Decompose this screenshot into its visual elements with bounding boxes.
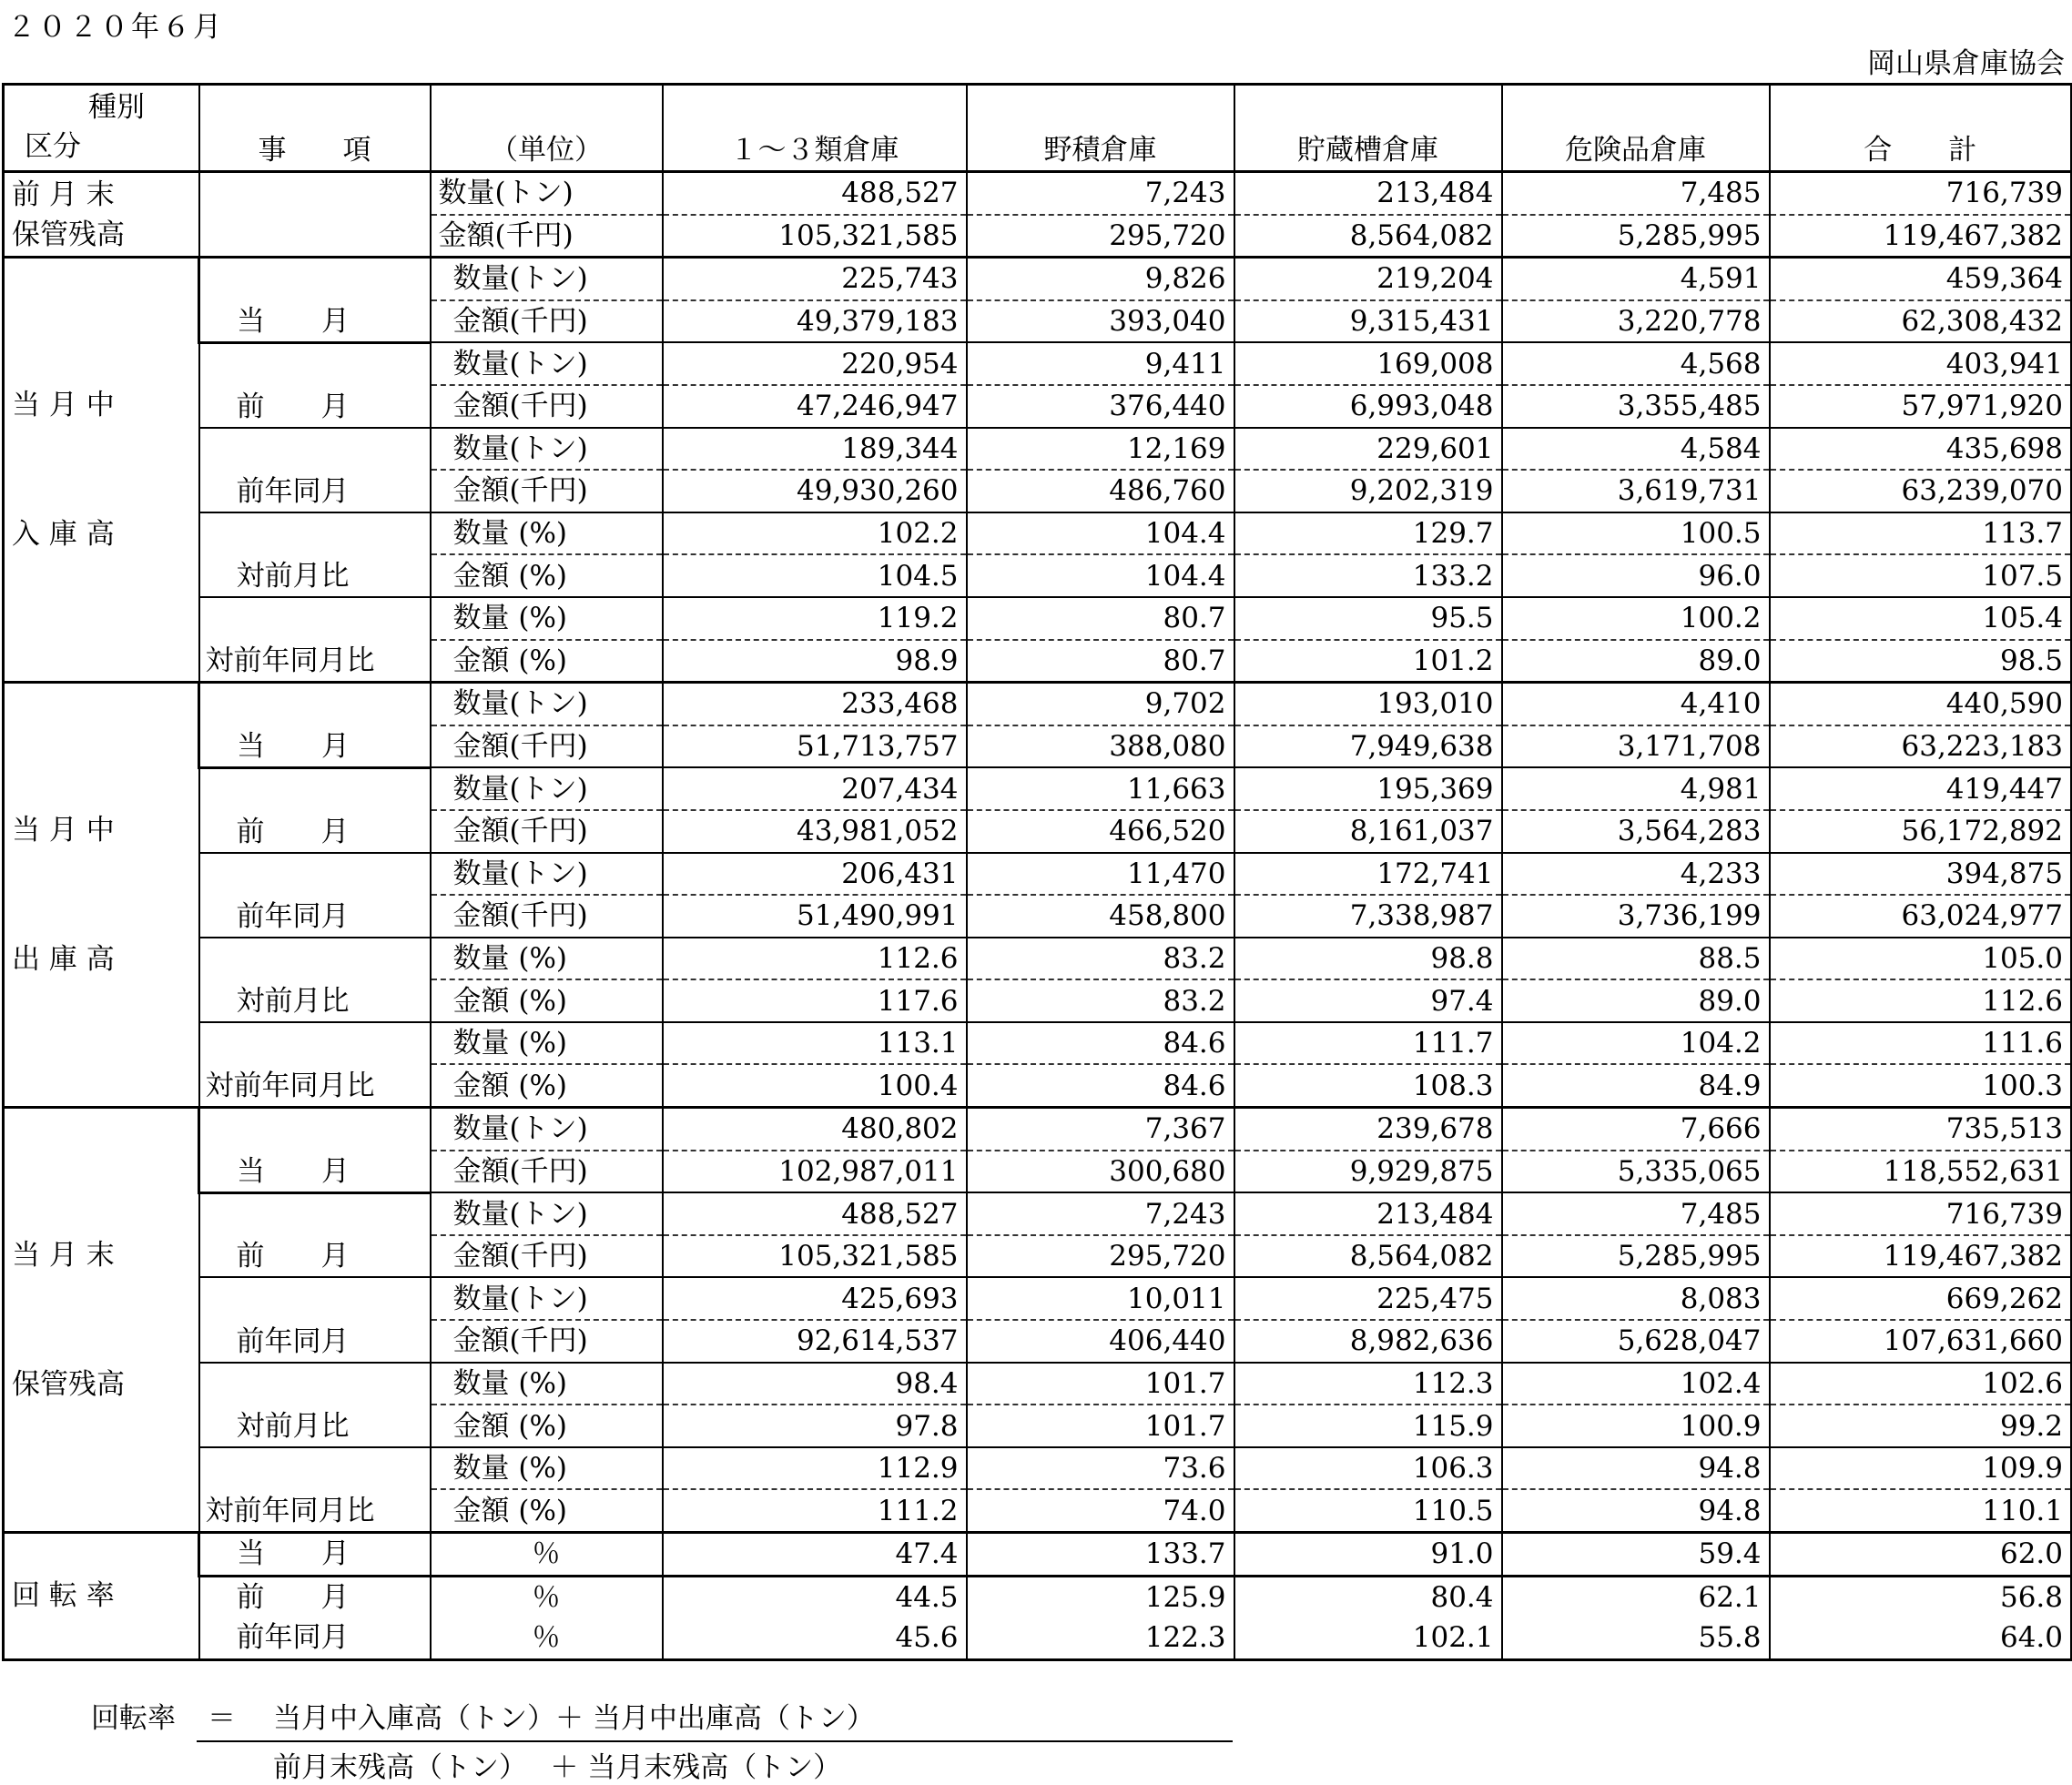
value-cell: 440,590 (1770, 683, 2072, 725)
value-cell: 4,584 (1502, 428, 1770, 471)
unit-cell: 金額(千円) (431, 895, 663, 938)
item-cell-current: 当 月 (199, 258, 431, 343)
unit-cell: 金額 (%) (431, 1064, 663, 1107)
table-row (4, 1576, 2072, 1618)
item-cell-prev-year: 前年同月 (199, 853, 431, 938)
unit-cell: 数量(トン) (431, 767, 663, 810)
value-cell: 94.8 (1502, 1447, 1770, 1490)
value-cell: 9,826 (967, 258, 1234, 300)
value-cell: 195,369 (1234, 767, 1502, 810)
unit-cell: 数量(トン) (431, 258, 663, 300)
value-cell: 111.2 (663, 1489, 967, 1532)
value-cell: 63,024,977 (1770, 895, 2072, 938)
value-cell: 101.7 (967, 1405, 1234, 1447)
value-cell: 105,321,585 (663, 1235, 967, 1278)
corner-header (4, 85, 199, 172)
table-row (4, 1192, 2072, 1235)
unit-cell: 金額(千円) (431, 810, 663, 853)
value-cell: 207,434 (663, 767, 967, 810)
value-cell: 10,011 (967, 1277, 1234, 1320)
value-cell: 3,564,283 (1502, 810, 1770, 853)
value-cell: 64.0 (1770, 1618, 2072, 1659)
value-cell: 62,308,432 (1770, 300, 2072, 343)
value-cell: 104.5 (663, 554, 967, 597)
value-cell: 47,246,947 (663, 385, 967, 428)
value-cell: 488,527 (663, 1192, 967, 1235)
value-cell: 8,982,636 (1234, 1320, 1502, 1363)
unit-cell: 数量(トン) (431, 172, 663, 215)
value-cell: 669,262 (1770, 1277, 2072, 1320)
table-row (4, 1447, 2072, 1490)
unit-cell: 数量 (%) (431, 1363, 663, 1405)
value-cell: 5,285,995 (1502, 1235, 1770, 1278)
item-cell-ratio-prev-month: 対前月比 (199, 938, 431, 1022)
value-cell: 55.8 (1502, 1618, 1770, 1659)
value-cell: 488,527 (663, 172, 967, 215)
table-row (4, 767, 2072, 810)
value-cell: 45.6 (663, 1618, 967, 1659)
section-line-1: 当 月 末 (12, 1239, 115, 1273)
value-cell: 11,663 (967, 767, 1234, 810)
unit-cell: 金額 (%) (431, 1489, 663, 1532)
organization-name: 岡山県倉庫協会 (1867, 47, 2065, 80)
value-cell: 425,693 (663, 1277, 967, 1320)
value-cell: 388,080 (967, 725, 1234, 768)
value-cell: 97.8 (663, 1405, 967, 1447)
value-cell: 716,739 (1770, 1192, 2072, 1235)
value-cell: 98.4 (663, 1363, 967, 1405)
value-cell: 4,233 (1502, 853, 1770, 896)
value-cell: 129.7 (1234, 512, 1502, 555)
item-cell-ratio-prev-month: 対前月比 (199, 512, 431, 597)
value-cell: 4,981 (1502, 767, 1770, 810)
value-cell: 43,981,052 (663, 810, 967, 853)
value-cell: 169,008 (1234, 342, 1502, 385)
item-cell-prev-year: 前年同月 (199, 1277, 431, 1362)
unit-cell: 数量 (%) (431, 597, 663, 640)
table-row (4, 1618, 2072, 1659)
value-cell: 51,713,757 (663, 725, 967, 768)
value-cell: 110.1 (1770, 1489, 2072, 1532)
value-cell: 119.2 (663, 597, 967, 640)
table-row (4, 1277, 2072, 1320)
value-cell: 47.4 (663, 1533, 967, 1577)
value-cell: 213,484 (1234, 1192, 1502, 1235)
value-cell: 172,741 (1234, 853, 1502, 896)
value-cell: 7,485 (1502, 1192, 1770, 1235)
value-cell: 84.9 (1502, 1064, 1770, 1107)
value-cell: 5,285,995 (1502, 215, 1770, 258)
section-line-1: 当 月 中 (12, 814, 115, 847)
unit-cell: 数量(トン) (431, 1277, 663, 1320)
item-cell-prev-month: 前 月 (199, 1576, 431, 1618)
header-row (4, 85, 2072, 172)
value-cell: 7,367 (967, 1108, 1234, 1151)
value-cell: 9,929,875 (1234, 1151, 1502, 1193)
table-row (4, 597, 2072, 640)
value-cell: 73.6 (967, 1447, 1234, 1490)
value-cell: 480,802 (663, 1108, 967, 1151)
value-cell: 9,702 (967, 683, 1234, 725)
section-line-1: 当 月 中 (12, 389, 115, 422)
section-label-outbound (4, 683, 199, 1108)
unit-header: （単位） (431, 85, 663, 172)
value-cell: 97.4 (1234, 979, 1502, 1022)
value-cell: 104.4 (967, 512, 1234, 555)
value-cell: 9,315,431 (1234, 300, 1502, 343)
value-cell: 102.1 (1234, 1618, 1502, 1659)
value-cell: 105,321,585 (663, 215, 967, 258)
value-cell: 88.5 (1502, 938, 1770, 980)
value-cell: 233,468 (663, 683, 967, 725)
value-cell: 83.2 (967, 938, 1234, 980)
value-cell: 96.0 (1502, 554, 1770, 597)
item-cell-ratio-prev-year: 対前年同月比 (199, 1022, 431, 1108)
item-cell-prev-year: 前年同月 (199, 428, 431, 512)
value-cell: 111.6 (1770, 1022, 2072, 1065)
value-cell: 7,485 (1502, 172, 1770, 215)
unit-cell: 金額 (%) (431, 554, 663, 597)
value-cell: 113.1 (663, 1022, 967, 1065)
value-cell: 98.9 (663, 640, 967, 683)
value-cell: 486,760 (967, 470, 1234, 512)
unit-cell: ％ (431, 1576, 663, 1618)
value-cell: 7,666 (1502, 1108, 1770, 1151)
section-label-closing (4, 1108, 199, 1533)
value-cell: 57,971,920 (1770, 385, 2072, 428)
value-cell: 100.3 (1770, 1064, 2072, 1107)
table-row (4, 428, 2072, 471)
unit-cell: 金額(千円) (431, 300, 663, 343)
value-cell: 62.0 (1770, 1533, 2072, 1577)
item-cell-prev-month: 前 月 (199, 342, 431, 427)
value-cell: 115.9 (1234, 1405, 1502, 1447)
value-cell: 229,601 (1234, 428, 1502, 471)
value-cell: 110.5 (1234, 1489, 1502, 1532)
value-cell: 5,335,065 (1502, 1151, 1770, 1193)
unit-cell: ％ (431, 1618, 663, 1659)
section-line-2: 入 庫 高 (12, 518, 115, 552)
value-cell: 107,631,660 (1770, 1320, 2072, 1363)
value-cell: 100.9 (1502, 1405, 1770, 1447)
unit-cell: 金額(千円) (431, 1151, 663, 1193)
value-cell: 8,564,082 (1234, 215, 1502, 258)
value-cell: 3,220,778 (1502, 300, 1770, 343)
value-cell: 102.6 (1770, 1363, 2072, 1405)
table-row (4, 683, 2072, 725)
value-cell: 12,169 (967, 428, 1234, 471)
value-cell: 49,379,183 (663, 300, 967, 343)
item-cell-current: 当 月 (199, 683, 431, 768)
section-label-opening (4, 172, 199, 258)
unit-cell: 数量(トン) (431, 1108, 663, 1151)
value-cell: 435,698 (1770, 428, 2072, 471)
unit-cell: 金額(千円) (431, 1320, 663, 1363)
table-row (4, 342, 2072, 385)
unit-cell: 金額(千円) (431, 385, 663, 428)
value-cell: 112.6 (1770, 979, 2072, 1022)
table-row (4, 1108, 2072, 1151)
value-cell: 89.0 (1502, 979, 1770, 1022)
item-cell-empty (199, 172, 431, 258)
value-cell: 100.5 (1502, 512, 1770, 555)
value-cell: 83.2 (967, 979, 1234, 1022)
value-cell: 84.6 (967, 1022, 1234, 1065)
value-cell: 9,202,319 (1234, 470, 1502, 512)
warehouse-statistics-table (2, 83, 2072, 1661)
unit-cell: 数量(トン) (431, 1192, 663, 1235)
unit-cell: 金額(千円) (431, 725, 663, 768)
value-cell: 112.6 (663, 938, 967, 980)
value-cell: 716,739 (1770, 172, 2072, 215)
item-cell-ratio-prev-year: 対前年同月比 (199, 597, 431, 683)
formula-lhs: 回転率 (91, 1702, 176, 1735)
value-cell: 295,720 (967, 215, 1234, 258)
value-cell: 735,513 (1770, 1108, 2072, 1151)
report-date: ２０２０年６月 (7, 11, 224, 44)
value-cell: 466,520 (967, 810, 1234, 853)
value-cell: 3,355,485 (1502, 385, 1770, 428)
value-cell: 84.6 (967, 1064, 1234, 1107)
value-cell: 62.1 (1502, 1576, 1770, 1618)
table-row (4, 1363, 2072, 1405)
value-cell: 98.8 (1234, 938, 1502, 980)
value-cell: 213,484 (1234, 172, 1502, 215)
value-cell: 225,743 (663, 258, 967, 300)
table-row (4, 172, 2072, 215)
col-header-hazardous: 危険品倉庫 (1502, 85, 1770, 172)
value-cell: 119,467,382 (1770, 215, 2072, 258)
value-cell: 133.7 (967, 1533, 1234, 1577)
item-cell-prev-month: 前 月 (199, 1192, 431, 1277)
unit-cell: ％ (431, 1533, 663, 1577)
value-cell: 3,736,199 (1502, 895, 1770, 938)
item-cell-ratio-prev-year: 対前年同月比 (199, 1447, 431, 1533)
value-cell: 189,344 (663, 428, 967, 471)
section-line-2: 出 庫 高 (12, 943, 115, 977)
item-cell-prev-year: 前年同月 (199, 1618, 431, 1659)
value-cell: 104.4 (967, 554, 1234, 597)
value-cell: 112.3 (1234, 1363, 1502, 1405)
value-cell: 419,447 (1770, 767, 2072, 810)
value-cell: 133.2 (1234, 554, 1502, 597)
item-cell-prev-month: 前 月 (199, 767, 431, 852)
unit-cell: 金額(千円) (431, 1235, 663, 1278)
value-cell: 105.4 (1770, 597, 2072, 640)
value-cell: 100.4 (663, 1064, 967, 1107)
value-cell: 206,431 (663, 853, 967, 896)
value-cell: 118,552,631 (1770, 1151, 2072, 1193)
value-cell: 63,223,183 (1770, 725, 2072, 768)
col-header-class1-3: １～３類倉庫 (663, 85, 967, 172)
unit-cell: 数量 (%) (431, 938, 663, 980)
value-cell: 95.5 (1234, 597, 1502, 640)
unit-cell: 金額 (%) (431, 1405, 663, 1447)
value-cell: 376,440 (967, 385, 1234, 428)
value-cell: 8,564,082 (1234, 1235, 1502, 1278)
value-cell: 94.8 (1502, 1489, 1770, 1532)
item-cell-current: 当 月 (199, 1533, 431, 1577)
value-cell: 99.2 (1770, 1405, 2072, 1447)
value-cell: 92,614,537 (663, 1320, 967, 1363)
table-body (4, 172, 2072, 1660)
col-header-tank: 貯蔵槽倉庫 (1234, 85, 1502, 172)
value-cell: 7,949,638 (1234, 725, 1502, 768)
value-cell: 100.2 (1502, 597, 1770, 640)
item-header: 事 項 (199, 85, 431, 172)
value-cell: 49,930,260 (663, 470, 967, 512)
value-cell: 56,172,892 (1770, 810, 2072, 853)
value-cell: 107.5 (1770, 554, 2072, 597)
value-cell: 80.7 (967, 597, 1234, 640)
formula-equals: ＝ (208, 1702, 236, 1735)
table-row (4, 1533, 2072, 1577)
value-cell: 74.0 (967, 1489, 1234, 1532)
table-row (4, 938, 2072, 980)
value-cell: 63,239,070 (1770, 470, 2072, 512)
unit-cell: 金額(千円) (431, 470, 663, 512)
value-cell: 117.6 (663, 979, 967, 1022)
value-cell: 7,338,987 (1234, 895, 1502, 938)
value-cell: 91.0 (1234, 1533, 1502, 1577)
value-cell: 56.8 (1770, 1576, 2072, 1618)
value-cell: 393,040 (967, 300, 1234, 343)
value-cell: 119,467,382 (1770, 1235, 2072, 1278)
corner-bottom-label: 区分 (25, 130, 81, 163)
value-cell: 125.9 (967, 1576, 1234, 1618)
value-cell: 104.2 (1502, 1022, 1770, 1065)
unit-cell: 数量(トン) (431, 683, 663, 725)
value-cell: 109.9 (1770, 1447, 2072, 1490)
value-cell: 4,591 (1502, 258, 1770, 300)
value-cell: 106.3 (1234, 1447, 1502, 1490)
value-cell: 44.5 (663, 1576, 967, 1618)
value-cell: 105.0 (1770, 938, 2072, 980)
unit-cell: 金額(千円) (431, 215, 663, 258)
value-cell: 108.3 (1234, 1064, 1502, 1107)
value-cell: 6,993,048 (1234, 385, 1502, 428)
value-cell: 403,941 (1770, 342, 2072, 385)
value-cell: 98.5 (1770, 640, 2072, 683)
value-cell: 193,010 (1234, 683, 1502, 725)
table-row (4, 258, 2072, 300)
fraction-line (197, 1740, 1233, 1742)
table-row (4, 1022, 2072, 1065)
value-cell: 51,490,991 (663, 895, 967, 938)
unit-cell: 数量(トン) (431, 853, 663, 896)
item-cell-current: 当 月 (199, 1108, 431, 1193)
value-cell: 80.7 (967, 640, 1234, 683)
value-cell: 220,954 (663, 342, 967, 385)
value-cell: 80.4 (1234, 1576, 1502, 1618)
unit-cell: 数量(トン) (431, 342, 663, 385)
unit-cell: 金額 (%) (431, 979, 663, 1022)
value-cell: 219,204 (1234, 258, 1502, 300)
unit-cell: 数量 (%) (431, 512, 663, 555)
value-cell: 3,619,731 (1502, 470, 1770, 512)
value-cell: 102,987,011 (663, 1151, 967, 1193)
section-label-inbound (4, 258, 199, 683)
unit-cell: 数量(トン) (431, 428, 663, 471)
value-cell: 295,720 (967, 1235, 1234, 1278)
value-cell: 3,171,708 (1502, 725, 1770, 768)
value-cell: 111.7 (1234, 1022, 1502, 1065)
table-row (4, 853, 2072, 896)
value-cell: 394,875 (1770, 853, 2072, 896)
value-cell: 459,364 (1770, 258, 2072, 300)
value-cell: 7,243 (967, 1192, 1234, 1235)
formula-numerator: 当月中入庫高（トン）＋ 当月中出庫高（トン） (273, 1702, 875, 1735)
value-cell: 406,440 (967, 1320, 1234, 1363)
value-cell: 9,411 (967, 342, 1234, 385)
value-cell: 4,568 (1502, 342, 1770, 385)
value-cell: 8,083 (1502, 1277, 1770, 1320)
section-label-turnover: 回 転 率 (4, 1533, 199, 1660)
section-line-1: 前 月 末 (12, 177, 115, 211)
value-cell: 122.3 (967, 1618, 1234, 1659)
value-cell: 300,680 (967, 1151, 1234, 1193)
value-cell: 11,470 (967, 853, 1234, 896)
value-cell: 102.4 (1502, 1363, 1770, 1405)
value-cell: 239,678 (1234, 1108, 1502, 1151)
formula-denominator: 前月末残高（トン） ＋ 当月末残高（トン） (273, 1751, 842, 1784)
value-cell: 225,475 (1234, 1277, 1502, 1320)
value-cell: 101.2 (1234, 640, 1502, 683)
value-cell: 101.7 (967, 1363, 1234, 1405)
section-line-2: 保管残高 (12, 218, 125, 251)
value-cell: 59.4 (1502, 1533, 1770, 1577)
col-header-total: 合 計 (1770, 85, 2072, 172)
value-cell: 8,161,037 (1234, 810, 1502, 853)
table-row (4, 512, 2072, 555)
value-cell: 458,800 (967, 895, 1234, 938)
value-cell: 4,410 (1502, 683, 1770, 725)
unit-cell: 金額 (%) (431, 640, 663, 683)
value-cell: 7,243 (967, 172, 1234, 215)
unit-cell: 数量 (%) (431, 1022, 663, 1065)
section-line-2: 保管残高 (12, 1368, 125, 1402)
unit-cell: 数量 (%) (431, 1447, 663, 1490)
item-cell-ratio-prev-month: 対前月比 (199, 1363, 431, 1447)
corner-top-label: 種別 (88, 91, 145, 124)
value-cell: 102.2 (663, 512, 967, 555)
col-header-open-storage: 野積倉庫 (967, 85, 1234, 172)
value-cell: 89.0 (1502, 640, 1770, 683)
value-cell: 113.7 (1770, 512, 2072, 555)
value-cell: 5,628,047 (1502, 1320, 1770, 1363)
value-cell: 112.9 (663, 1447, 967, 1490)
